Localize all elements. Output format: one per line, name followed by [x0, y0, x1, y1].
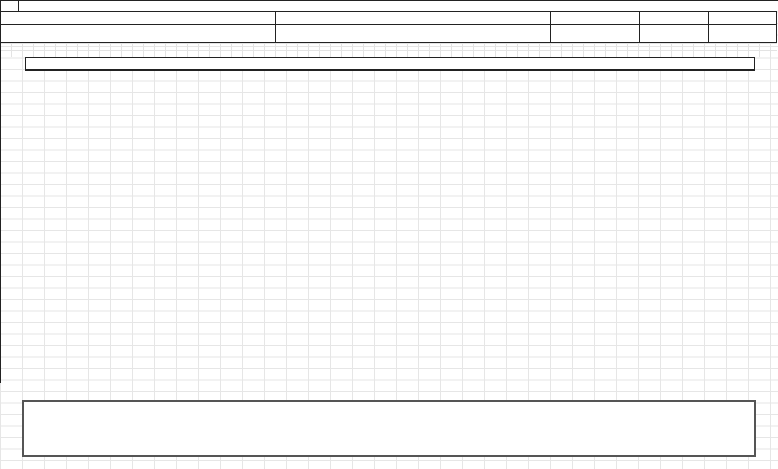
- header-field-value: [709, 25, 776, 42]
- event-table: [25, 57, 755, 71]
- supplementary-notes-box: [22, 400, 756, 457]
- header-field: [276, 12, 551, 42]
- header-field-label: [276, 12, 550, 25]
- header-field: [640, 12, 709, 42]
- corner-cell: [0, 0, 19, 11]
- header-field: [1, 12, 276, 42]
- header-field-value: [640, 25, 708, 42]
- page-title: [0, 0, 778, 11]
- header-field-label: [1, 12, 275, 25]
- header-field-value: [551, 25, 639, 42]
- print-border-left: [0, 0, 1, 383]
- header-field-value: [1, 25, 275, 42]
- header-field-label: [709, 12, 776, 25]
- header-field-label: [551, 12, 639, 25]
- header-field: [551, 12, 640, 42]
- header-field: [709, 12, 776, 42]
- header-table: [0, 11, 777, 43]
- table-header-row: [26, 58, 754, 70]
- header-field-value: [276, 25, 550, 42]
- spreadsheet-gridlines: [0, 43, 777, 57]
- header-field-label: [640, 12, 708, 25]
- print-border-top: [0, 0, 778, 1]
